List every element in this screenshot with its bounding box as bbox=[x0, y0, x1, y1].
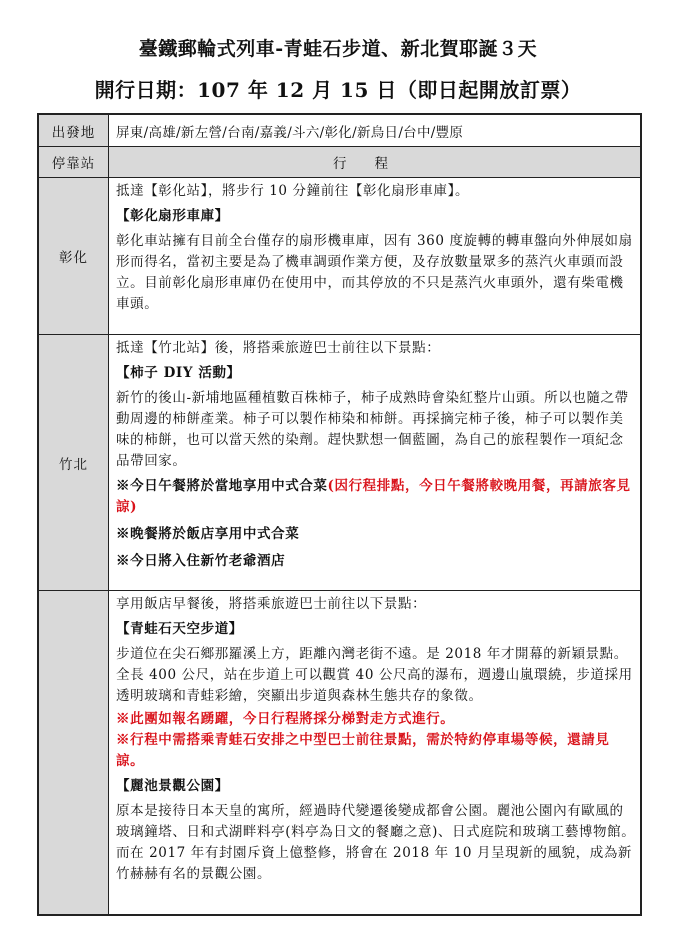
lichi-park-description: 原本是接待日本天皇的寓所，經過時代變遷後變成都會公園。麗池公園內有歐風的玻璃鐘塔、日和式湖畔料亭(料亭為日文的餐廳之意)、日式庭院和玻璃工藝博物館。而在 2017 年有封園斥資上億整修，將會在 2018 年 10 月呈現新的風貌，成為新竹赫赫有名的景觀公園。 bbox=[116, 803, 636, 882]
station-day2 bbox=[39, 591, 108, 914]
changhua-spot-description: 彰化車站擁有目前全台僅存的扇形機車庫，因有 360 度旋轉的轉車盤向外伸展如扇形而得名，當初主要是為了機車調頭作業方便，及存放數量眾多的蒸汽火車頭而設立。目前彰化扇形車庫仍在使用中，而其停放的不只是蒸汽火車頭外，還有柴電機車頭。 bbox=[116, 233, 633, 312]
zhubei-itinerary bbox=[116, 338, 636, 572]
row-divider bbox=[37, 177, 642, 178]
day2-itinerary bbox=[116, 594, 636, 885]
changhua-itinerary bbox=[116, 181, 636, 315]
station-changhua: 彰化 bbox=[39, 178, 108, 334]
document-title: 臺鐵郵輪式列車-青蛙石步道、新北賀耶誕３天 bbox=[138, 38, 538, 60]
column-divider bbox=[108, 113, 109, 916]
frog-rock-title: 【青蛙石天空步道】 bbox=[116, 621, 243, 637]
hotel-note: ※今日將入住新竹老爺酒店 bbox=[116, 553, 286, 569]
origin-label: 出發地 bbox=[39, 115, 108, 146]
zhubei-intro: 抵達【竹北站】後，將搭乘旅遊巴士前往以下景點： bbox=[116, 340, 441, 356]
schedule-column-header: 行程 bbox=[109, 147, 640, 177]
origin-stations: 屏東/高雄/新左營/台南/嘉義/斗六/彰化/新烏日/台中/豐原 bbox=[116, 125, 464, 141]
departure-date: 開行日期：107 年 12 月 15 日（即日起開放訂票） bbox=[94, 78, 582, 102]
row-divider bbox=[37, 334, 642, 335]
lunch-delay-warning: (因行程排點，今日午餐將較晚用餐，再請旅客見諒) bbox=[116, 478, 631, 515]
zhubei-spot-description: 新竹的後山-新埔地區種植數百株柿子，柿子成熟時會染紅整片山頭。所以也隨之帶動周邊的柿餅產業。柿子可以製作柿染和柿餅。再採摘完柿子後，柿子可以製作美味的柿餅，也可以當天然的染劑。趕快默想一個藍圖，為自己的旅程製作一項紀念品帶回家。 bbox=[116, 390, 629, 469]
zhubei-spot-title: 【柿子 DIY 活動】 bbox=[116, 365, 241, 381]
day2-intro: 享用飯店早餐後，將搭乘旅遊巴士前往以下景點： bbox=[116, 596, 427, 612]
lunch-note-text: ※今日午餐將於當地享用中式合菜 bbox=[116, 478, 328, 494]
station-zhubei: 竹北 bbox=[39, 335, 108, 590]
changhua-spot-title: 【彰化扇形車庫】 bbox=[116, 208, 229, 224]
stop-column-header: 停靠站 bbox=[39, 147, 108, 177]
dinner-note: ※晚餐將於飯店享用中式合菜 bbox=[116, 526, 300, 542]
changhua-intro: 抵達【彰化站】，將步行 10 分鐘前往【彰化扇形車庫】。 bbox=[116, 183, 470, 199]
frog-rock-description: 步道位在尖石鄉那羅溪上方，距離內灣老街不遠。是 2018 年才開幕的新穎景點。全長 400 公尺，站在步道上可以觀賞 40 公尺高的瀑布，週邊山嵐環繞，步道採用透明玻璃和青蛙彩繪，突顯出步道與森林生態共存的象徵。 bbox=[116, 646, 633, 704]
row-divider bbox=[37, 590, 642, 591]
split-group-warning: ※此團如報名踴躍，今日行程將採分梯對走方式進行。 bbox=[116, 711, 455, 727]
shuttle-bus-warning: ※行程中需搭乘青蛙石安排之中型巴士前往景點，需於特約停車場等候，還請見諒。 bbox=[116, 732, 610, 769]
lichi-park-title: 【麗池景觀公園】 bbox=[116, 778, 229, 794]
lunch-note bbox=[116, 476, 636, 518]
